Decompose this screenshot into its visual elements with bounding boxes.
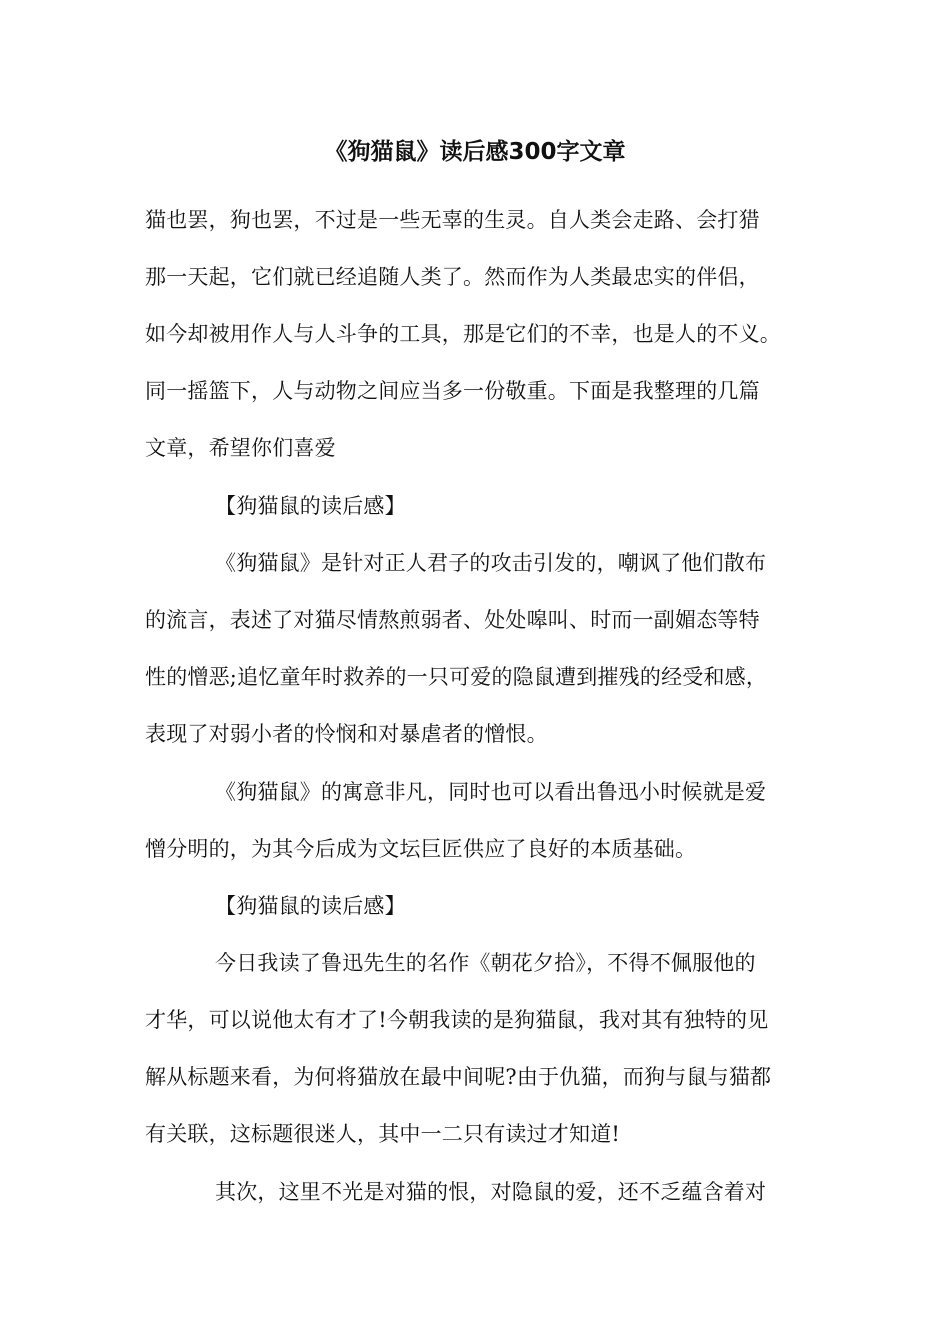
section-heading: 【狗猫鼠的读后感】 [215, 894, 406, 918]
intro-line: 文章，希望你们喜爱 [145, 436, 336, 460]
paragraph-line: 有关联，这标题很迷人，其中一二只有读过才知道! [145, 1122, 621, 1146]
intro-line: 那一天起，它们就已经追随人类了。然而作为人类最忠实的伴侣， [145, 265, 760, 289]
intro-line: 如今却被用作人与人斗争的工具，那是它们的不幸，也是人的不义。 [145, 322, 781, 346]
intro-line: 同一摇篮下，人与动物之间应当多一份敬重。下面是我整理的几篇 [145, 379, 760, 403]
document-title: 《狗猫鼠》读后感300字文章 [324, 139, 626, 165]
paragraph-line: 性的憎恶;追忆童年时救养的一只可爱的隐鼠遭到摧残的经受和感， [145, 665, 768, 689]
paragraph-line: 《狗猫鼠》是针对正人君子的攻击引发的，嘲讽了他们散布 [215, 551, 767, 575]
paragraph-line: 憎分明的，为其今后成为文坛巨匠供应了良好的本质基础。 [145, 837, 697, 861]
paragraph-line: 解从标题来看，为何将猫放在最中间呢?由于仇猫，而狗与鼠与猫都 [145, 1065, 772, 1089]
paragraph-line: 今日我读了鲁迅先生的名作《朝花夕拾》，不得不佩服他的 [215, 951, 756, 975]
paragraph-line: 《狗猫鼠》的寓意非凡，同时也可以看出鲁迅小时候就是爱 [215, 780, 767, 804]
paragraph-line: 其次，这里不光是对猫的恨，对隐鼠的爱，还不乏蕴含着对 [215, 1180, 767, 1204]
intro-line: 猫也罢，狗也罢，不过是一些无辜的生灵。自人类会走路、会打猎 [145, 208, 760, 232]
section-heading: 【狗猫鼠的读后感】 [215, 494, 406, 518]
paragraph-line: 才华，可以说他太有才了!今朝我读的是狗猫鼠，我对其有独特的见 [145, 1008, 769, 1032]
paragraph-line: 表现了对弱小者的怜悯和对暴虐者的憎恨。 [145, 722, 548, 746]
paragraph-line: 的流言，表述了对猫尽情熬煎弱者、处处嗥叫、时而一副媚态等特 [145, 608, 760, 632]
